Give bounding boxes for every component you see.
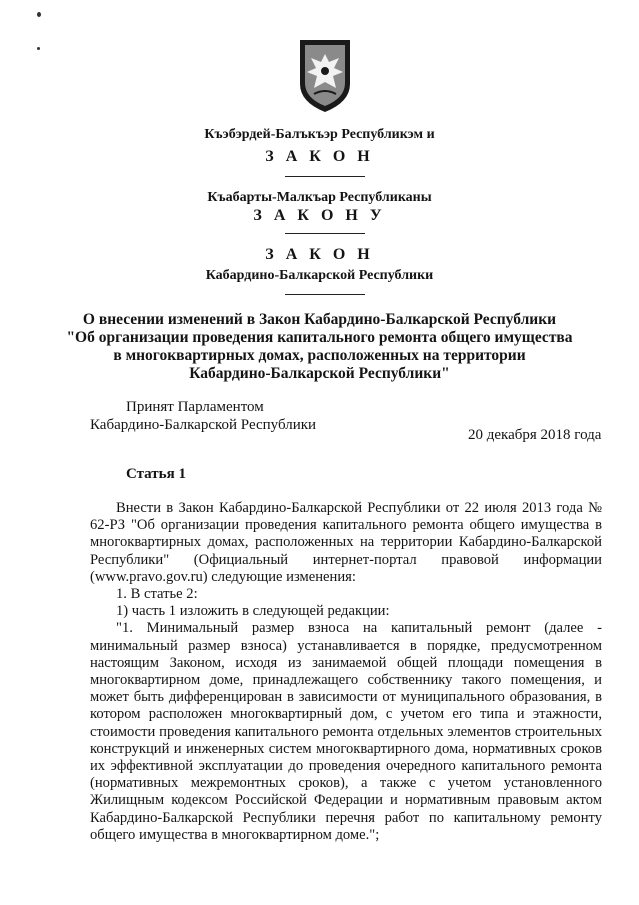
article-heading: Статья 1 (126, 466, 186, 482)
scan-speck (37, 12, 41, 17)
article-paragraph: 1) часть 1 изложить в следующей редакции: (116, 603, 390, 620)
header-line-russian: Кабардино-Балкарской Республики (205, 268, 434, 283)
scan-speck (37, 47, 40, 50)
article-paragraph: 1. В статье 2: (116, 586, 198, 603)
law-title-russian: З А К О Н (265, 246, 374, 263)
article-paragraph: Внести в Закон Кабардино-Балкарской Республики от 22 июля 2013 года № 62-РЗ "Об организации проведения капитального ремонта общего имущества в многоквартирных домах, расположенных на территории Кабардино-Балкарской Республики" (Официальный интернет-портал правовой информации (www.pravo.gov.ru) следующие изменения: (90, 500, 602, 585)
adopted-by-line: Принят Парламентом (126, 399, 264, 415)
law-title-line: в многоквартирных домах, расположенных на территории (113, 347, 526, 364)
law-title-kabardian: З А К О Н (265, 148, 374, 165)
header-line-balkar: Къабарты-Малкъар Республиканы (207, 190, 432, 205)
coat-of-arms-emblem (296, 38, 354, 114)
law-title-line: О внесении изменений в Закон Кабардино-Балкарской Республики (82, 311, 557, 328)
divider-2 (285, 233, 365, 234)
divider-1 (285, 176, 365, 177)
article-paragraph: "1. Минимальный размер взноса на капитальный ремонт (далее - минимальный размер взноса) устанавливается в порядке, предусмотренном настоящим Законом, исходя из занимаемой общей площади помещения в многоквартирном доме, принадлежащего собственнику такого помещения, и может быть дифференцирован в зависимости от муниципального образования, в котором расположен многоквартирный дом, с учетом его типа и этажности, стоимости проведения капитального ремонта отдельных элементов строительных конструкций и инженерных систем многоквартирного дома, нормативных сроков их эффективной эксплуатации до проведения очередного капитального ремонта (нормативных межремонтных сроков), а также с учетом установленного Жилищным кодексом Российской Федерации и нормативным правовым актом Кабардино-Балкарской Республики перечня работ по капитальному ремонту общего имущества в многоквартирном доме."; (90, 620, 602, 843)
law-title-line: "Об организации проведения капитального ремонта общего имущества (66, 329, 573, 346)
adopted-by-parliament: Кабардино-Балкарской Республики (90, 417, 317, 433)
divider-3 (285, 294, 365, 295)
article-body (90, 500, 602, 844)
law-title-line: Кабардино-Балкарской Республики" (189, 365, 450, 382)
law-title-balkar: З А К О Н У (253, 207, 386, 224)
header-line-kabardian: Къэбэрдей-Балъкъэр Республикэм и (204, 127, 435, 142)
adoption-date: 20 декабря 2018 года (468, 427, 602, 443)
